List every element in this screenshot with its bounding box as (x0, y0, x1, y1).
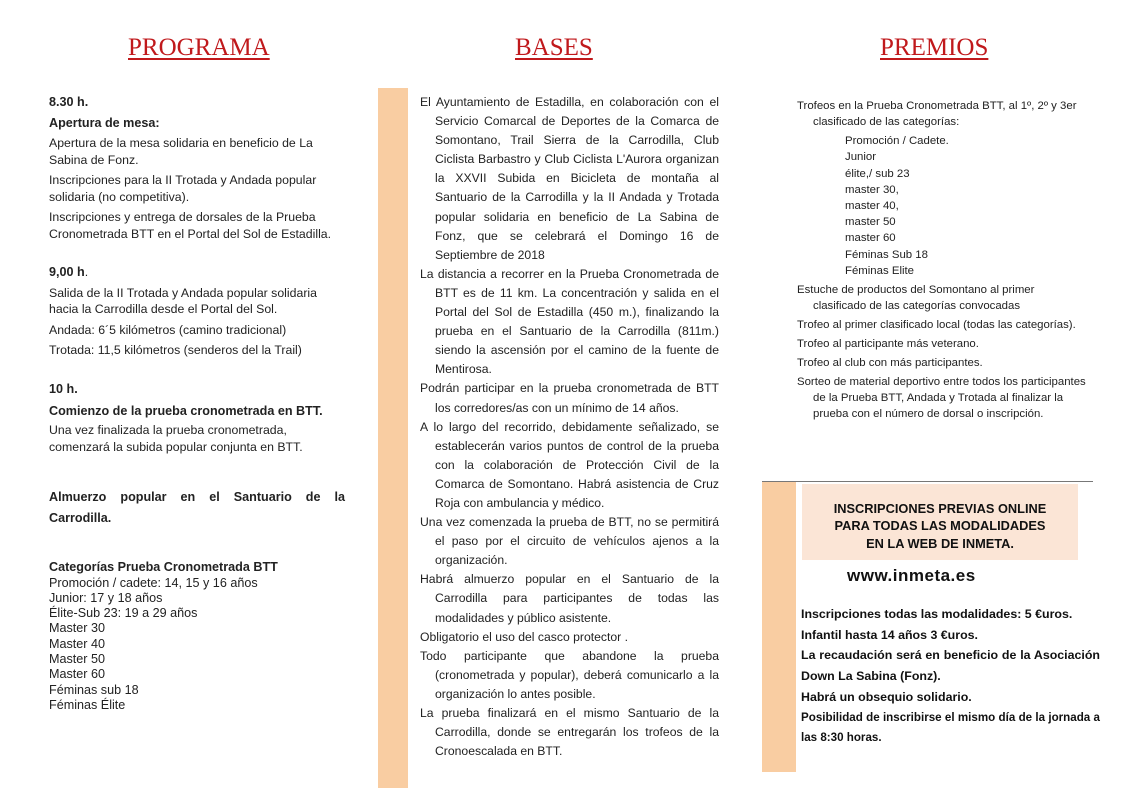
block-text: Inscripciones para la II Trotada y Andada popular solidaria (no competitiva). (49, 173, 317, 204)
block-title: Almuerzo popular en el Santuario de la Carrodilla. (49, 490, 345, 525)
premios-column (797, 98, 1087, 425)
website-link[interactable]: www.inmeta.es (847, 566, 976, 585)
info-line: Inscripciones todas las modalidades: 5 €uros. (801, 607, 1073, 621)
categorias-title: Categorías Prueba Cronometrada BTT (49, 560, 278, 574)
inscripciones-info (801, 604, 1100, 749)
programa-block-3 (49, 381, 345, 456)
categoria-item: Féminas sub 18 (49, 682, 139, 697)
block-time: 8.30 h. (49, 95, 89, 109)
bases-accent-bar (378, 88, 408, 788)
inscripciones-box-line: PARA TODAS LAS MODALIDADES (834, 518, 1046, 534)
block-text: Salida de la II Trotada y Andada popular solidaria hacia la Carrodilla desde el Portal del Sol. (49, 285, 317, 316)
premio-categoria: master 40, (845, 200, 899, 213)
premio-categoria: Junior (845, 151, 877, 164)
info-line: Habrá un obsequio solidario. (801, 689, 972, 704)
block-title: Apertura de mesa: (49, 115, 160, 130)
bases-paragraph: Podrán participar en la prueba cronometrada de BTT los corredores/as con un mínimo de 14 años. (420, 381, 719, 415)
bases-column (420, 93, 719, 761)
inscripciones-box (802, 484, 1078, 560)
bases-paragraph: El Ayuntamiento de Estadilla, en colaboración con el Servicio Comarcal de Deportes de la Comarca de Somontano, Trail Sierra de la Carrodilla, Club Ciclista Barbastro y Club Ciclista L'Aurora organizan la XXVII Subida en Bicicleta de montaña al Santuario de la Carrodilla y la II Andada y Trotada popular solidaria en beneficio de La Sabina de Fonz, que se celebrará el Domingo 16 de Septiembre de 2018 (420, 95, 719, 262)
bases-paragraph: Una vez comenzada la prueba de BTT, no se permitirá el paso por el circuito de vehículos ajenos a la organización. (420, 515, 719, 568)
info-line: Infantil hasta 14 años 3 €uros. (801, 627, 978, 642)
inscripciones-box-line: EN LA WEB DE INMETA. (866, 535, 1014, 551)
premio-categoria: Promoción / Cadete. (845, 135, 949, 148)
premio-categoria: master 30, (845, 183, 899, 196)
bases-paragraph: Todo participante que abandone la prueba (cronometrada y popular), deberá comunicarlo a la organización lo antes posible. (420, 648, 719, 701)
premio-item: Estuche de productos del Somontano al primer clasificado de las categorías convocadas (797, 283, 1035, 313)
block-text: Andada: 6´5 kilómetros (camino tradicional) (49, 322, 287, 337)
premio-item: Sorteo de material deportivo entre todos los participantes de la Prueba BTT, Andada y Trotada al finalizar la prueba con el número de dorsal o inscripción. (797, 376, 1086, 421)
block-text: Apertura de la mesa solidaria en beneficio de La Sabina de Fonz. (49, 136, 313, 167)
premio-categoria: Féminas Elite (845, 264, 915, 277)
inscripciones-box-line: INSCRIPCIONES PREVIAS ONLINE (833, 501, 1047, 516)
categoria-item: Master 30 (49, 621, 105, 636)
categoria-item: Master 40 (49, 636, 105, 651)
bases-paragraph: Obligatorio el uso del casco protector . (420, 629, 628, 644)
bases-paragraph: La prueba finalizará en el mismo Santuario de la Carrodilla, donde se entregarán los trofeos de la Cronoescalada en BTT. (420, 706, 719, 759)
block-text: Una vez finalizada la prueba cronometrada, comenzará la subida popular conjunta en BTT. (49, 423, 303, 454)
premio-categoria: Féminas Sub 18 (845, 248, 928, 261)
premio-categoria: élite,/ sub 23 (845, 167, 910, 180)
bases-paragraph: Habrá almuerzo popular en el Santuario de la Carrodilla para participantes de todas las modalidades y público asistente. (420, 572, 719, 625)
bases-paragraph: A lo largo del recorrido, debidamente señalizado, se establecerán varios puntos de control de la prueba con la colaboración de Protección Civil de la Comarca de Somontano. Habrá asistencia de Cruz Roja con ambulancia y médico. (420, 419, 719, 510)
info-line: Posibilidad de inscribirse el mismo día de la jornada a las 8:30 horas. (801, 710, 1100, 745)
categoria-item: Féminas Élite (49, 697, 126, 712)
premio-item: Trofeos en la Prueba Cronometrada BTT, al 1º, 2º y 3er clasificado de las categorías: (797, 100, 1077, 129)
bases-paragraph: La distancia a recorrer en la Prueba Cronometrada de BTT es de 11 km. La concentración y salida en el Portal del Sol de Estadilla (450 m.), finalizando la prueba en el Santuario de la Carrodilla (811m.) siendo la ascensión por el camino de la fuente de Mentirosa. (420, 266, 719, 377)
categorias-block (49, 559, 345, 713)
premios-categorias (845, 133, 1087, 279)
bases-heading: BASES (515, 34, 593, 61)
block-text: Inscripciones y entrega de dorsales de la Prueba Cronometrada BTT en el Portal del Sol de Estadilla. (49, 210, 332, 241)
inscripciones-divider (796, 481, 1093, 482)
premio-item: Trofeo al primer clasificado local (todas las categorías). (797, 319, 1076, 332)
programa-column (49, 94, 345, 713)
programa-heading: PROGRAMA (128, 34, 270, 61)
premio-categoria: master 50 (845, 216, 896, 229)
block-text: Trotada: 11,5 kilómetros (senderos del la Trail) (49, 343, 302, 357)
programa-block-2 (49, 264, 345, 359)
block-time: 9,00 h. (49, 265, 89, 279)
programa-block-1 (49, 94, 345, 242)
categoria-item: Élite-Sub 23: 19 a 29 años (49, 606, 198, 621)
categoria-item: Promoción / cadete: 14, 15 y 16 años (49, 575, 258, 590)
premio-categoria: master 60 (845, 232, 896, 245)
block-time-text: 9,00 h (49, 265, 85, 279)
categoria-item: Master 60 (49, 667, 105, 682)
inscripciones-accent-bar (762, 481, 796, 772)
categoria-item: Master 50 (49, 651, 105, 666)
premios-heading: PREMIOS (880, 34, 989, 61)
categoria-item: Junior: 17 y 18 años (49, 590, 163, 605)
programa-block-4 (49, 487, 345, 529)
block-time: 10 h. (49, 381, 78, 396)
block-title: Comienzo de la prueba cronometrada en BTT. (49, 404, 323, 418)
info-line: La recaudación será en beneficio de la Asociación Down La Sabina (Fonz). (801, 648, 1100, 684)
premio-item: Trofeo al participante más veterano. (797, 338, 979, 351)
premio-item: Trofeo al club con más participantes. (797, 357, 983, 370)
